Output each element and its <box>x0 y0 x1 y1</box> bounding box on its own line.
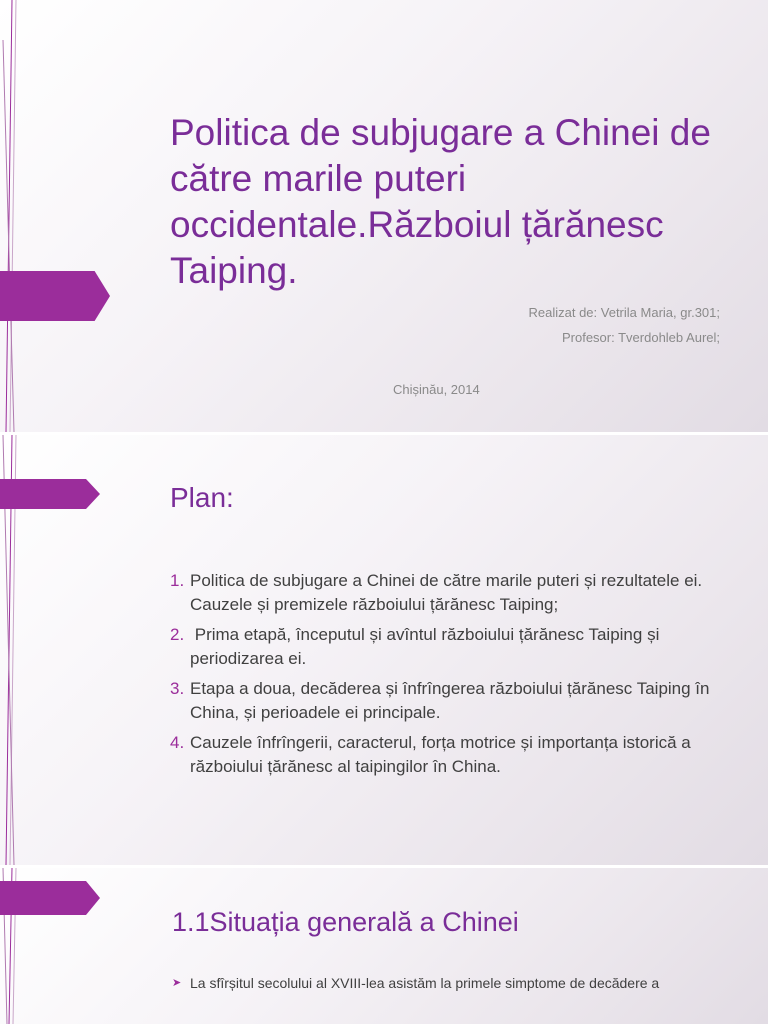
plan-item-number: 4. <box>170 733 185 752</box>
plan-list <box>170 569 730 785</box>
plan-item-text: Cauzele înfrîngerii, caracterul, forța motrice și importanța istorică a războiului țărănesc al taipingilor în China. <box>190 733 691 776</box>
author-line: Realizat de: Vetrila Maria, gr.301; <box>528 305 720 320</box>
plan-item-text: Etapa a doua, decăderea și înfrîngerea războiului țărănesc Taiping în China, și perioadele ei principale. <box>190 679 710 722</box>
plan-item <box>170 731 730 779</box>
presentation-title: Politica de subjugare a Chinei de către marile puteri occidentale.Războiul țărănesc Taiping. <box>170 112 711 291</box>
plan-item-text: Prima etapă, începutul și avîntul războiului țărănesc Taiping și periodizarea ei. <box>190 625 665 668</box>
plan-item-number: 1. <box>170 571 185 590</box>
plan-item <box>170 623 730 671</box>
decorative-edge-lines <box>0 0 24 432</box>
plan-item-number: 3. <box>170 679 185 698</box>
content-slide <box>0 868 768 1024</box>
title-slide <box>0 0 768 432</box>
accent-arrow-tab <box>0 271 110 321</box>
plan-item-number: 2. <box>170 625 185 644</box>
arrow-bullet-icon: ➤ <box>172 977 182 989</box>
accent-arrow-tab <box>0 881 100 915</box>
professor-line: Profesor: Tverdohleb Aurel; <box>561 330 720 345</box>
place-date: Chișinău, 2014 <box>393 382 480 397</box>
plan-title: Plan: <box>170 482 234 513</box>
bullet-text: La sfîrșitul secolului al XVIII-lea asistăm la primele simptome de decădere a <box>190 975 660 991</box>
plan-item <box>170 677 730 725</box>
plan-item-text: Politica de subjugare a Chinei de către marile puteri și rezultatele ei. Cauzele și premizele războiului țărănesc Taiping; <box>190 571 703 614</box>
accent-arrow-tab <box>0 479 100 509</box>
section-title: 1.1Situația generală a Chinei <box>172 907 519 937</box>
bullet-item <box>172 973 732 993</box>
plan-slide <box>0 435 768 865</box>
plan-item <box>170 569 730 617</box>
